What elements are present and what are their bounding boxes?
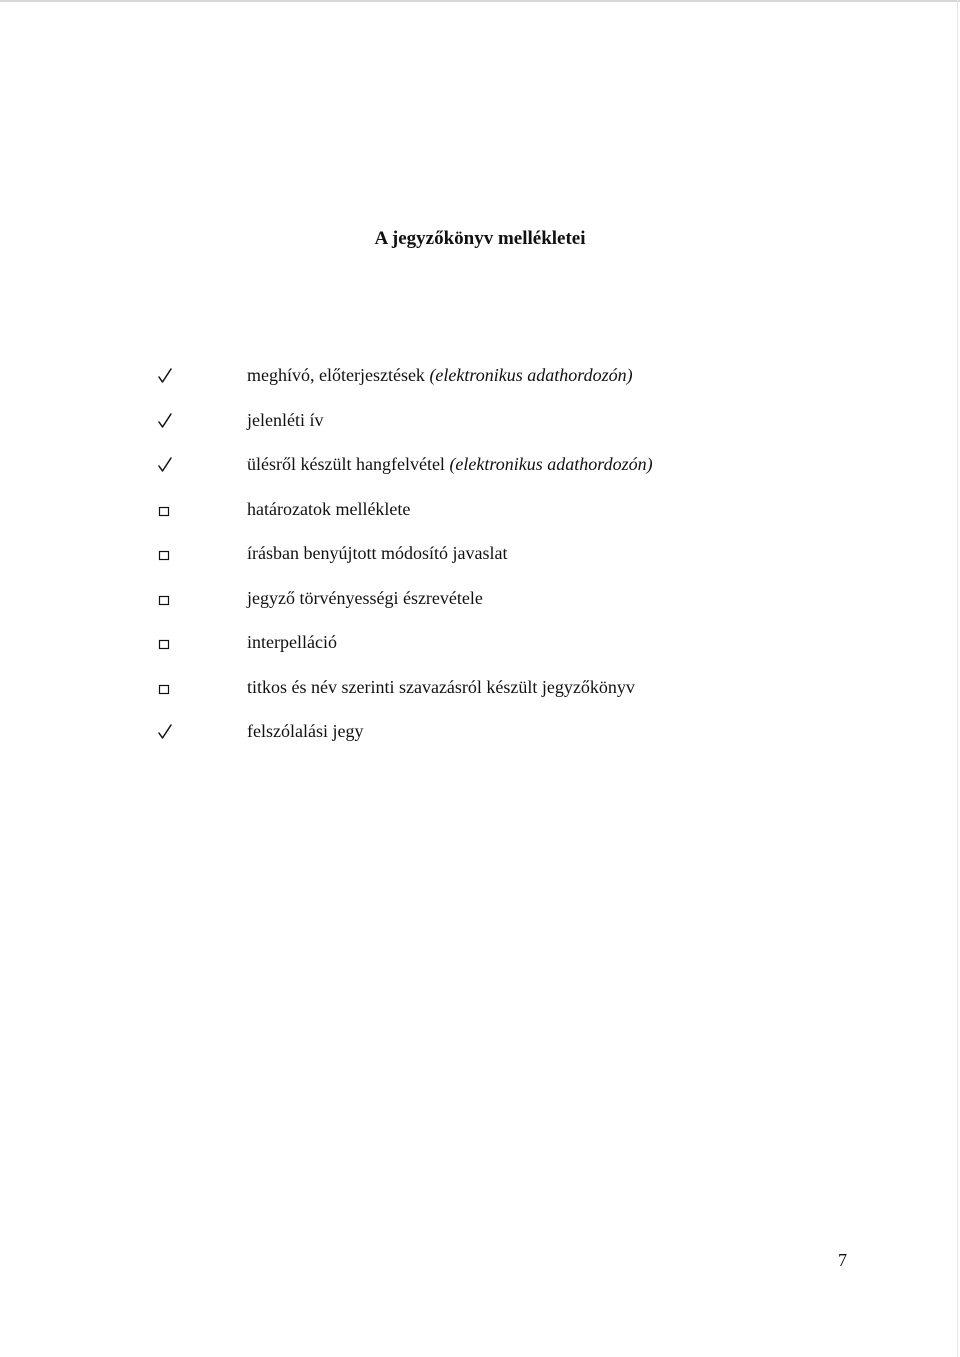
item-label: meghívó, előterjesztések (247, 365, 425, 385)
empty-checkbox-icon (156, 678, 174, 698)
list-item-voting-minutes (0, 674, 960, 704)
item-label: jelenléti ív (247, 410, 324, 430)
item-label: felszólalási jegy (247, 721, 364, 741)
empty-checkbox-icon (156, 544, 174, 564)
empty-checkbox-icon (156, 500, 174, 520)
empty-checkbox-icon (156, 633, 174, 653)
item-note: (elektronikus adathordozón) (429, 365, 633, 385)
list-item-written-amendment (0, 540, 960, 570)
page-number: 7 (838, 1250, 847, 1270)
page-title: A jegyzőkönyv mellékletei (374, 228, 586, 249)
item-label: jegyző törvényességi észrevétele (247, 588, 483, 608)
item-label: titkos és név szerinti szavazásról készült jegyzőkönyv (247, 677, 635, 697)
item-label: ülésről készült hangfelvétel (247, 454, 445, 474)
item-label: írásban benyújtott módosító javaslat (247, 543, 508, 563)
item-label: interpelláció (247, 632, 337, 652)
checkmark-icon (156, 722, 174, 742)
list-item-audio-recording (0, 451, 960, 481)
list-item-attendance-sheet (0, 407, 960, 437)
list-item-resolution-annex (0, 496, 960, 526)
list-item-interpellation (0, 629, 960, 659)
checkmark-icon (156, 455, 174, 475)
item-note: (elektronikus adathordozón) (449, 454, 653, 474)
item-label: határozatok melléklete (247, 499, 411, 519)
scan-border-top (0, 0, 960, 2)
list-item-notary-legality-remark (0, 585, 960, 615)
empty-checkbox-icon (156, 589, 174, 609)
list-item-speaker-ticket (0, 718, 960, 748)
checkmark-icon (156, 411, 174, 431)
list-item-invitation (0, 362, 960, 392)
checkmark-icon (156, 366, 174, 386)
